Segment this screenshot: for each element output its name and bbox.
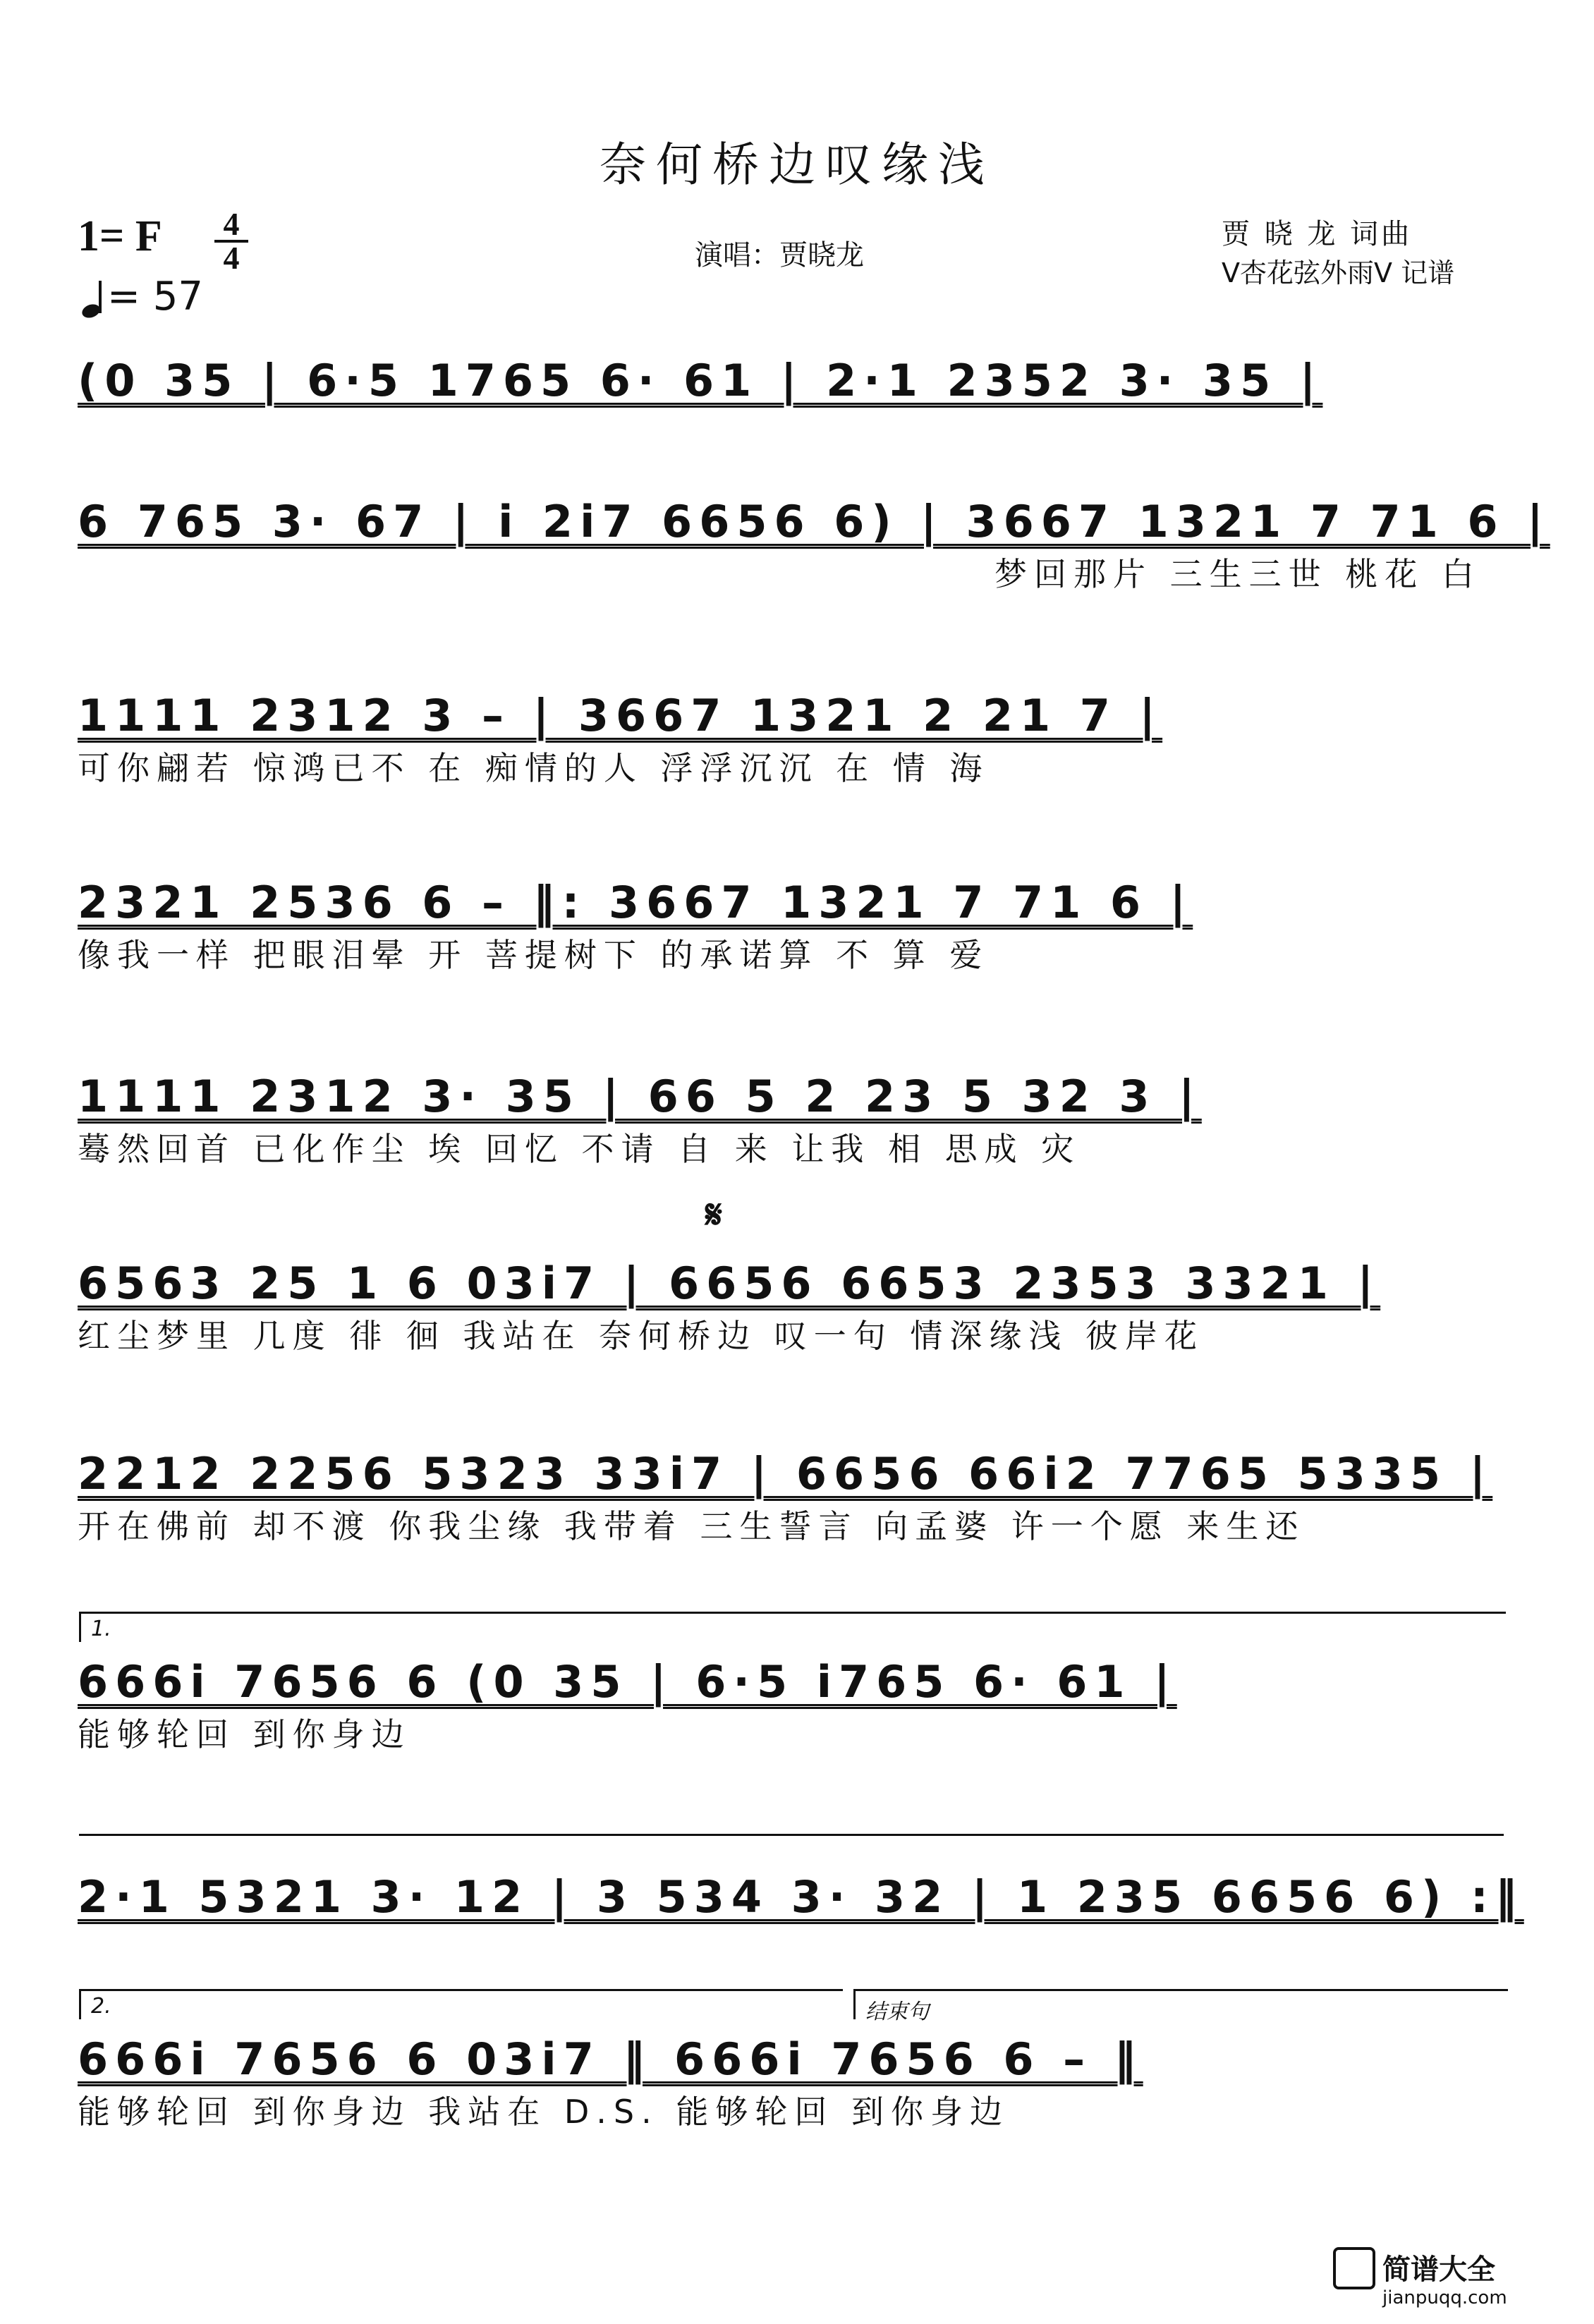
notation-line: 6563 25 1 6 03i7 | 6656 6653 2353 3321 | xyxy=(78,1258,1381,1309)
first-ending-bracket xyxy=(79,1612,1506,1642)
lyrics-line: 开在佛前 却不渡 你我尘缘 我带着 三生誓言 向孟婆 许一个愿 来生还 xyxy=(78,1507,1306,1545)
notation-line: 666i 7656 6 (0 35 | 6·5 i765 6· 61 | xyxy=(78,1656,1177,1708)
lyrics-line: 能够轮回 到你身边 xyxy=(78,1715,411,1753)
lyrics-line: 红尘梦里 几度 徘 徊 我站在 奈何桥边 叹一句 情深缘浅 彼岸花 xyxy=(78,1317,1204,1355)
singer-credit: 演唱：贾晓龙 xyxy=(695,239,864,272)
tempo-value: = 57 xyxy=(107,274,203,320)
lyrics-line: 梦回那片 三生三世 桃花 白 xyxy=(994,555,1481,593)
lyrics-line: 像我一样 把眼泪晕 开 菩提树下 的承诺算 不 算 爱 xyxy=(78,936,990,974)
song-title: 奈何桥边叹缘浅 xyxy=(600,138,994,192)
score-line-6 xyxy=(78,1255,1516,1357)
lyrics-line: 蓦然回首 已化作尘 埃 回忆 不请 自 来 让我 相 思成 灾 xyxy=(78,1130,1081,1168)
brand-name: 简谱大全 xyxy=(1382,2253,1495,2286)
brand-url: jianpuqq.com xyxy=(1382,2287,1507,2308)
ending-phrase-bracket xyxy=(853,1989,1508,2024)
score-line-3 xyxy=(78,688,1516,789)
ending-phrase-label: 结束句 xyxy=(865,2000,929,2024)
key-signature: 1= F xyxy=(78,212,162,260)
notation-line: 2·1 5321 3· 12 | 3 534 3· 32 | 1 235 6656 6) :‖ xyxy=(78,1871,1524,1923)
brand-watermark xyxy=(1382,2247,1507,2308)
notation-line: 1111 2312 3 – | 3667 1321 2 21 7 | xyxy=(78,690,1163,741)
score-line-7 xyxy=(78,1446,1516,1547)
notation-line: (0 35 | 6·5 1765 6· 61 | 2·1 2352 3· 35 | xyxy=(78,355,1323,406)
second-ending-bracket xyxy=(79,1989,843,2019)
score-line-4 xyxy=(78,875,1516,976)
volta-continuation-line xyxy=(79,1834,1504,1837)
time-signature-bottom: 4 xyxy=(223,240,240,276)
score-line-1 xyxy=(78,353,1516,412)
time-signature-top: 4 xyxy=(223,206,240,242)
score-line-10 xyxy=(78,2031,1516,2133)
transcriber-credit: V杏花弦外雨V 记谱 xyxy=(1222,257,1455,288)
notation-line: 1111 2312 3· 35 | 66 5 2 23 5 32 3 | xyxy=(78,1071,1202,1122)
score-line-9 xyxy=(78,1869,1524,1928)
score-line-8 xyxy=(78,1654,1516,1756)
lyrics-line: 能够轮回 到你身边 我站在 D.S. 能够轮回 到你身边 xyxy=(78,2093,1009,2131)
quarter-note-icon xyxy=(79,279,107,319)
brand-logo-icon xyxy=(1333,2247,1375,2289)
score-line-5 xyxy=(78,1069,1516,1170)
lyrics-line: 可你翩若 惊鸿已不 在 痴情的人 浮浮沉沉 在 情 海 xyxy=(78,749,990,787)
notation-line: 666i 7656 6 03i7 ‖ 666i 7656 6 – ‖ xyxy=(78,2033,1143,2085)
notation-line: 2212 2256 5323 33i7 | 6656 66i2 7765 5335 | xyxy=(78,1448,1493,1499)
notation-line: 6 765 3· 67 | i 2i7 6656 6) | 3667 1321 7 71 6 | xyxy=(78,496,1550,547)
tempo-marking xyxy=(79,274,203,320)
second-ending-label: 2. xyxy=(91,1994,111,2019)
time-signature xyxy=(210,206,253,276)
segno-sign: 𝄋 xyxy=(705,1192,723,1238)
lyricist-credit: 贾 晓 龙 词曲 xyxy=(1222,218,1413,250)
score-line-2 xyxy=(78,494,1550,595)
first-ending-label: 1. xyxy=(91,1617,111,1641)
notation-line: 2321 2536 6 – ‖: 3667 1321 7 71 6 | xyxy=(78,877,1193,928)
